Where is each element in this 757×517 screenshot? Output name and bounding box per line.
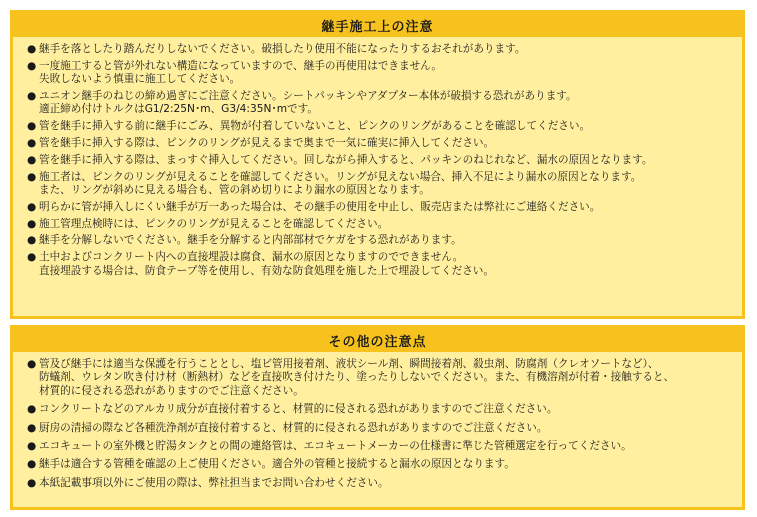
bullet-icon: ● xyxy=(27,153,37,166)
item-text-line: 管を継手に挿入する前に継手にごみ、異物が付着していないこと、ピンクのリングがあることを確認してください。 xyxy=(39,120,591,133)
list-item xyxy=(27,153,736,167)
list-item xyxy=(27,200,736,214)
bullet-icon: ● xyxy=(27,170,37,183)
item-text-line: 土中およびコンクリート内への直接埋設は腐食、漏水の原因となりますのでできません。 xyxy=(39,251,464,264)
item-text-line: 管を継手に挿入する際は、ピンクのリングが見えるまで奥まで一気に確実に挿入してください。 xyxy=(39,137,495,149)
item-text-line: エコキュートの室外機と貯湯タンクとの間の連絡管は、エコキュートメーカーの仕様書に準じた管種選定を行ってください。 xyxy=(39,440,632,453)
list-item xyxy=(27,234,736,247)
item-text-line: 継手を落としたり踏んだりしないでください。破損したり使用不能になったりするおそれがあります。 xyxy=(39,43,526,55)
list-item xyxy=(27,458,736,471)
bullet-icon: ● xyxy=(27,358,37,370)
bullet-icon: ● xyxy=(27,476,37,489)
item-text-line: 管を継手に挿入する際は、まっすぐ挿入してください。回しながら挿入すると、パッキンのねじれなど、漏水の原因となります。 xyxy=(39,153,653,166)
bullet-icon: ● xyxy=(27,137,37,149)
bullet-icon: ● xyxy=(27,59,37,72)
list-item xyxy=(27,90,736,117)
bullet-icon: ● xyxy=(27,251,37,264)
list-item xyxy=(27,251,736,278)
bullet-icon: ● xyxy=(27,421,37,434)
list-item xyxy=(27,217,736,231)
item-text-line: 施工者は、ピンクのリングが見えることを確認してください。リングが見えない場合、挿入不足により漏水の原因となります。 xyxy=(39,170,642,183)
item-text-line: 適正締め付けトルクはG1/2:25N･m、G3/4:35N･mです。 xyxy=(39,103,318,116)
item-text-line: 厨房の清掃の際など各種洗浄剤が直接付着すると、材質的に侵される恐れがありますのでご注意ください。 xyxy=(39,421,548,434)
item-text-line: 施工管理点検時には、ピンクのリングが見えることを確認してください。 xyxy=(39,217,389,230)
list-item xyxy=(27,440,736,453)
bullet-icon: ● xyxy=(27,458,37,471)
list-item xyxy=(27,120,736,133)
bullet-icon: ● xyxy=(27,90,37,102)
other-notes-panel xyxy=(10,325,745,510)
item-text-line: コンクリートなどのアルカリ成分が直接付着すると、材質的に侵される恐れがありますのでご注意ください。 xyxy=(39,403,558,416)
item-text-line: 本紙記載事項以外にご使用の際は、弊社担当までお問い合わせください。 xyxy=(39,476,389,489)
construction-cautions-panel xyxy=(10,10,745,319)
list-item xyxy=(27,421,736,435)
list-item xyxy=(27,59,736,87)
item-text-line: 材質的に侵される恐れがありますのでご注意ください。 xyxy=(39,384,304,397)
item-text-line: 失敗しないよう慎重に施工してください。 xyxy=(39,73,241,86)
caution-list xyxy=(13,37,742,278)
caution-list xyxy=(13,352,742,490)
item-text-line: 明らかに管が挿入しにくい継手が万一あった場合は、その継手の使用を中止し、販売店または弊社にご連絡ください。 xyxy=(39,200,601,213)
bullet-icon: ● xyxy=(27,234,37,247)
item-text-line: 一度施工すると管が外れない構造になっていますので、継手の再使用はできません。 xyxy=(39,59,442,72)
item-text-line: 継手は適合する管種を確認の上ご使用ください。適合外の管種と接続すると漏水の原因となります。 xyxy=(39,458,515,471)
bullet-icon: ● xyxy=(27,440,37,453)
item-text-line: 管及び継手には適当な保護を行うこととし、塩ビ管用接着剤、液状シール剤、瞬間接着剤、殺虫剤、防腐剤（クレオソートなど）、 xyxy=(39,358,659,370)
list-item xyxy=(27,403,736,416)
bullet-icon: ● xyxy=(27,200,37,213)
item-text-line: ユニオン継手のねじの締め過ぎにご注意ください。シートパッキンやアダプター本体が破損する恐れがあります。 xyxy=(39,90,577,102)
item-text-line: 防蟻剤、ウレタン吹き付け材（断熱材）などを直接吹き付けたり、塗ったりしないでください。また、有機溶剤が付着・接触すると、 xyxy=(39,371,675,384)
bullet-icon: ● xyxy=(27,43,37,55)
bullet-icon: ● xyxy=(27,217,37,230)
list-item xyxy=(27,137,736,150)
list-item xyxy=(27,170,736,198)
section-title: 継手施工上の注意 xyxy=(13,13,742,37)
list-item xyxy=(27,476,736,490)
list-item xyxy=(27,43,736,56)
item-text-line: また、リングが斜めに見える場合も、管の斜め切りにより漏水の原因となります。 xyxy=(39,184,430,196)
bullet-icon: ● xyxy=(27,120,37,133)
item-text-line: 継手を分解しないでください。継手を分解すると内部部材でケガをする恐れがあります。 xyxy=(39,234,462,247)
bullet-icon: ● xyxy=(27,403,37,416)
list-item xyxy=(27,358,736,398)
section-title: その他の注意点 xyxy=(13,328,742,352)
item-text-line: 直接埋設する場合は、防食テープ等を使用し、有効な防食処理を施した上で埋設してください。 xyxy=(39,264,494,277)
